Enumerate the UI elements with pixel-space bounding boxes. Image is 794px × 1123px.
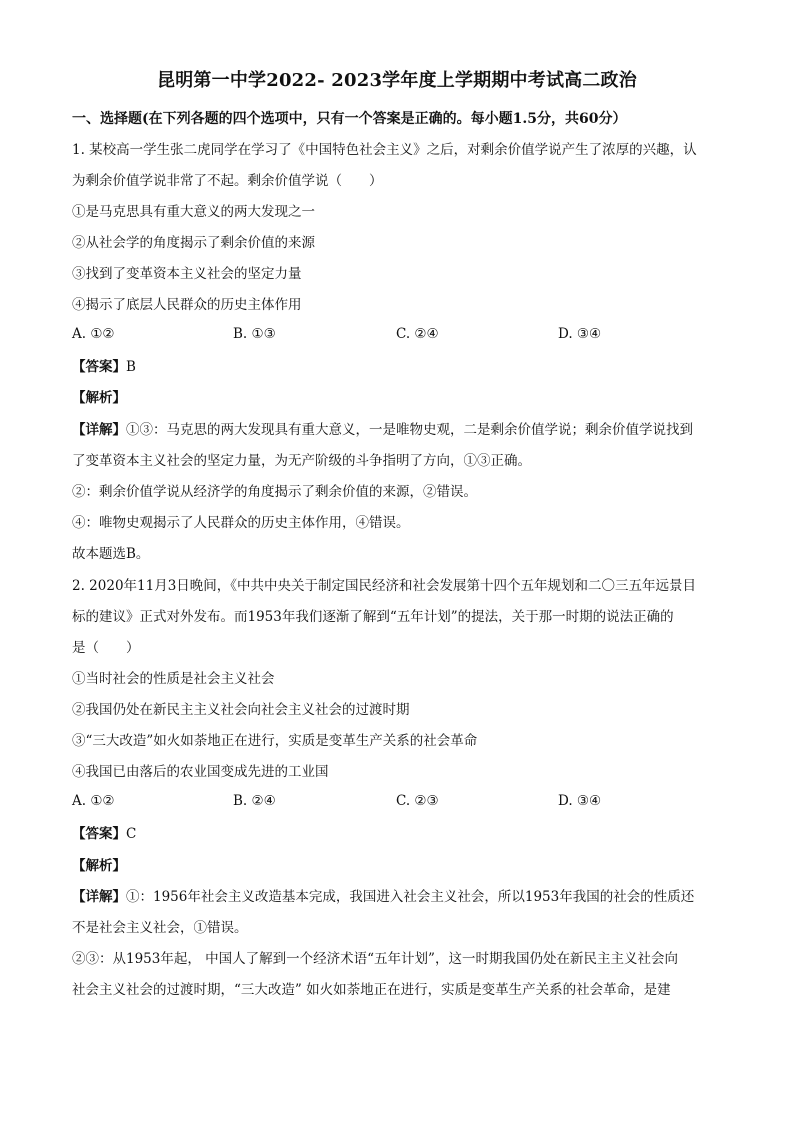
q2-detail-line-1 <box>72 887 732 907</box>
q1-detail-line-2: 了变革资本主义社会的坚定力量，为无产阶级的斗争指明了方向，①③正确。 <box>72 453 531 469</box>
q1-conclusion: 故本题选B。 <box>72 546 150 562</box>
answer-value: C <box>126 826 137 842</box>
q1-item-4: ④揭示了底层人民群众的历史主体作用 <box>72 297 302 313</box>
q1-option-d: D. ③④ <box>558 326 602 342</box>
q1-item-1: ①是马克思具有重大意义的两大发现之一 <box>72 204 315 220</box>
q2-stem-line-3: 是（ ） <box>72 640 140 656</box>
q2-options <box>72 793 732 813</box>
q2-stem-line-2: 标的建议》正式对外发布。而1953年我们逐渐了解到“五年计划”的提法，关于那一时期的说法正确的 <box>72 609 674 625</box>
page-title: 昆明第一中学2022- 2023学年度上学期期中考试高二政治 <box>157 70 637 91</box>
detail-label: 【详解】 <box>72 422 126 438</box>
q1-answer <box>72 357 732 377</box>
answer-value: B <box>126 359 136 375</box>
q2-detail-line-2: 不是社会主义社会，①错误。 <box>72 920 248 936</box>
q1-detail-line-1 <box>72 420 732 440</box>
q2-item-3: ③“三大改造”如火如荼地正在进行，实质是变革生产关系的社会革命 <box>72 733 478 749</box>
q1-options <box>72 326 732 346</box>
q2-analysis-label: 【解析】 <box>72 858 126 874</box>
q2-stem-line-1: 2. 2020年11月3日晚间，《中共中央关于制定国民经济和社会发展第十四个五年规划和二〇三五年远景目 <box>72 578 697 594</box>
q2-option-d: D. ③④ <box>558 793 602 809</box>
detail-text: ①③：马克思的两大发现具有重大意义，一是唯物史观，二是剩余价值学说；剩余价值学说找到 <box>126 422 693 438</box>
q1-detail-line-3: ②：剩余价值学说从经济学的角度揭示了剩余价值的来源，②错误。 <box>72 484 477 500</box>
q2-option-c: C. ②③ <box>396 793 439 809</box>
q2-item-1: ①当时社会的性质是社会主义社会 <box>72 671 275 687</box>
q1-detail-line-4: ④：唯物史观揭示了人民群众的历史主体作用，④错误。 <box>72 515 410 531</box>
q2-item-4: ④我国已由落后的农业国变成先进的工业国 <box>72 764 329 780</box>
answer-label: 【答案】 <box>72 359 126 375</box>
q1-item-3: ③找到了变革资本主义社会的坚定力量 <box>72 266 302 282</box>
q2-detail-line-4: 社会主义社会的过渡时期，“三大改造” 如火如荼地正在进行，实质是变革生产关系的社会革命，是建 <box>72 982 671 998</box>
section-heading: 一、选择题(在下列各题的四个选项中，只有一个答案是正确的。每小题1.5分，共60分） <box>72 111 627 127</box>
answer-label: 【答案】 <box>72 826 126 842</box>
q2-detail-line-3: ②③：从1953年起， 中国人了解到一个经济术语“五年计划”，这一时期我国仍处在新民主主义社会向 <box>72 951 678 967</box>
detail-label: 【详解】 <box>72 889 126 905</box>
detail-text: ①：1956年社会主义改造基本完成，我国进入社会主义社会，所以1953年我国的社会的性质还 <box>126 889 695 905</box>
q1-stem-line-2: 为剩余价值学说非常了不起。剩余价值学说（ ） <box>72 173 383 189</box>
q1-item-2: ②从社会学的角度揭示了剩余价值的来源 <box>72 235 315 251</box>
q2-answer <box>72 824 732 844</box>
q1-option-c: C. ②④ <box>396 326 439 342</box>
q2-option-b: B. ②④ <box>233 793 276 809</box>
q2-item-2: ②我国仍处在新民主主义社会向社会主义社会的过渡时期 <box>72 702 410 718</box>
q1-stem-line-1: 1. 某校高一学生张二虎同学在学习了《中国特色社会主义》之后，对剩余价值学说产生了浓厚的兴趣，认 <box>72 142 697 158</box>
q1-option-b: B. ①③ <box>233 326 276 342</box>
q1-analysis-label: 【解析】 <box>72 390 126 406</box>
q1-option-a: A. ①② <box>72 326 115 342</box>
q2-option-a: A. ①② <box>72 793 115 809</box>
